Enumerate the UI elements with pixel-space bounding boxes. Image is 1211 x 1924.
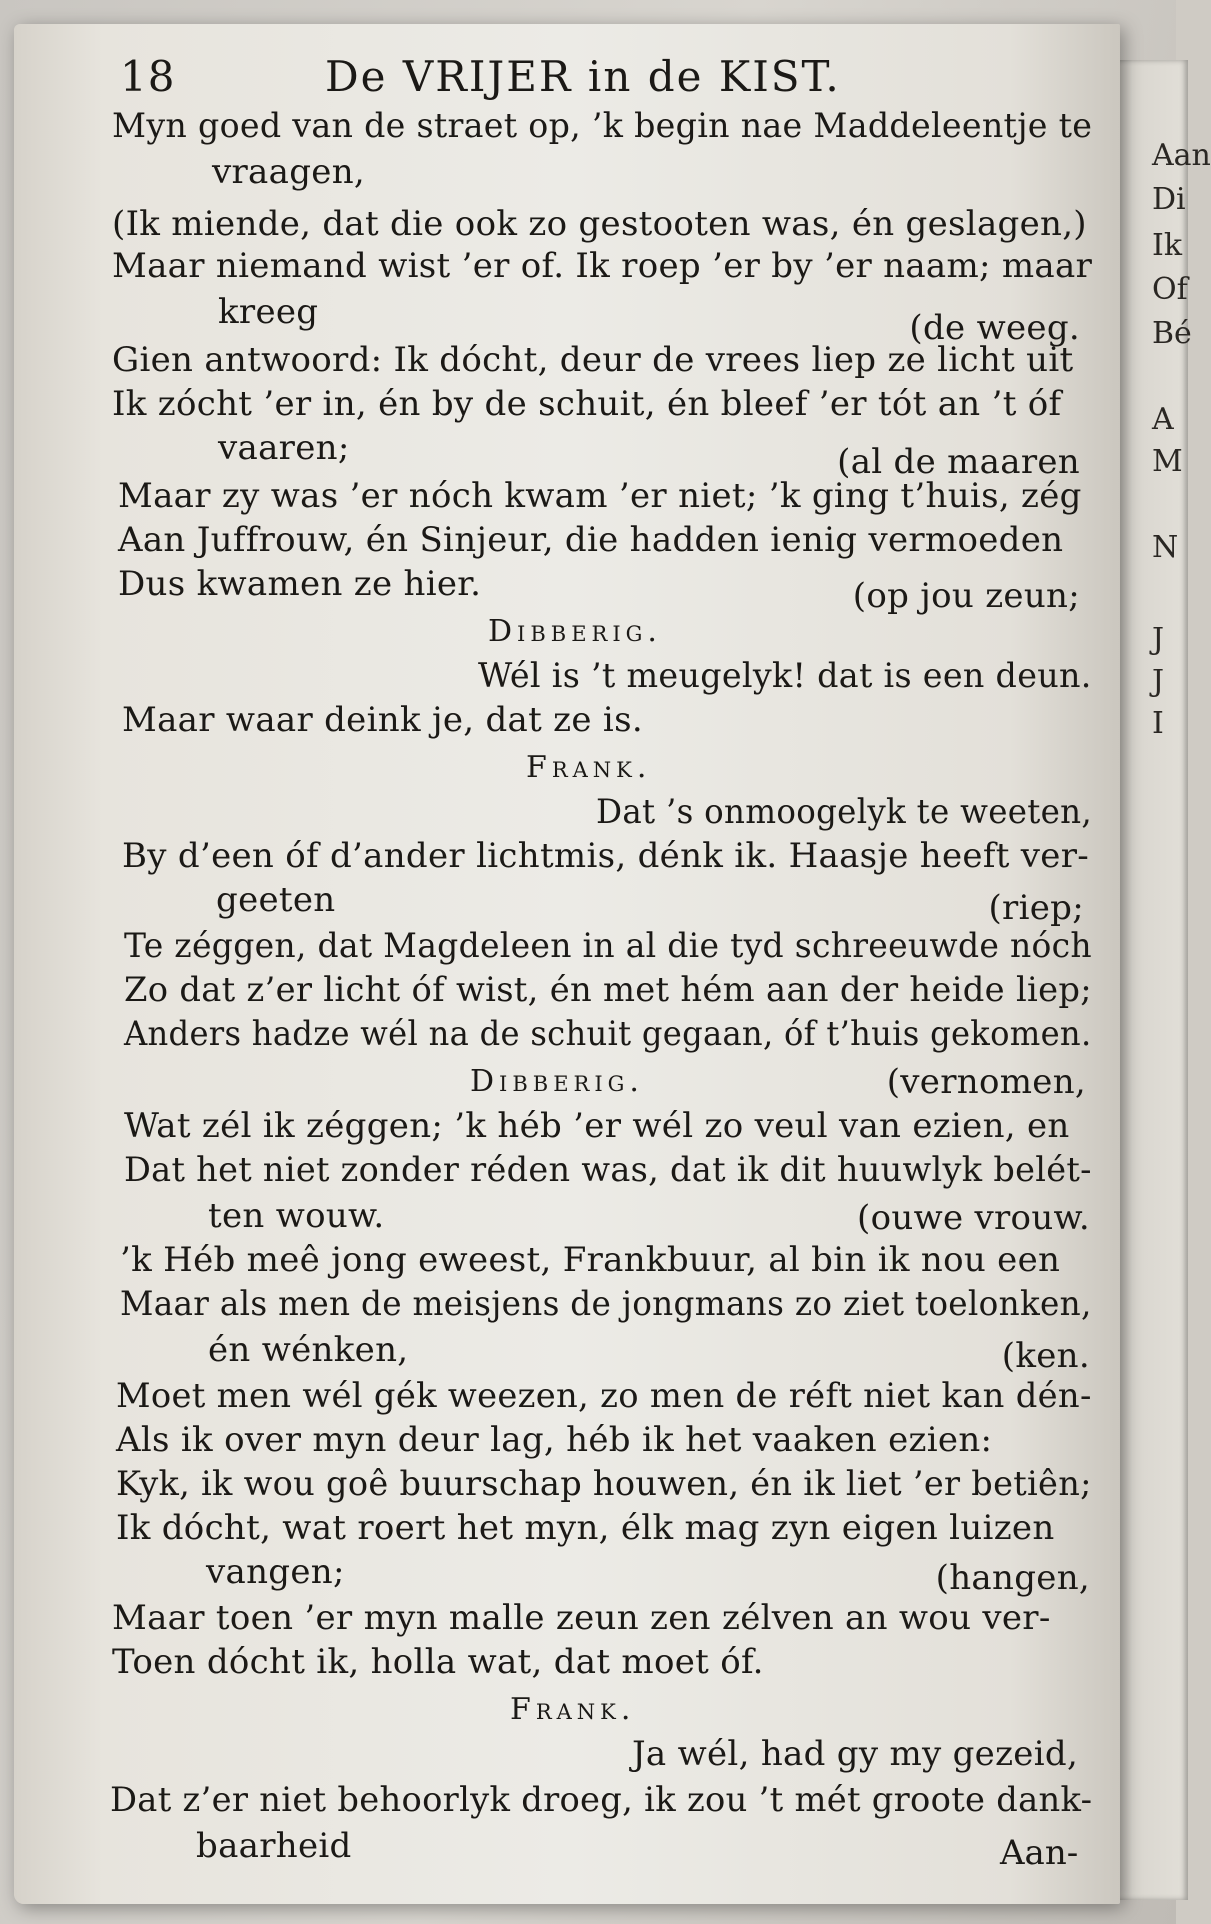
facing-page-fragment: Aan [1152, 138, 1211, 173]
text-line: Maar zy was ’er nóch kwam ’er niet; ’k ging t’huis, zég [118, 476, 1082, 516]
text-line: Ik zócht ’er in, én by de schuit, én bleef ’er tót an ’t óf [112, 384, 1062, 424]
text-line: Wél is ’t meugelyk! dat is een deun. [478, 656, 1092, 696]
text-line: Toen dócht ik, holla wat, dat moet óf. [112, 1642, 764, 1682]
text-line: Moet men wél gék weezen, zo men de réft niet kan dén- [116, 1376, 1092, 1416]
text-line: Dat ’s onmoogelyk te weeten, [596, 792, 1092, 832]
text-line: vaaren; [218, 428, 350, 468]
catchword: Aan- [1000, 1833, 1079, 1873]
text-line-turnover: (ouwe vrouw. [857, 1198, 1090, 1238]
text-line: Dus kwamen ze hier. [118, 564, 482, 604]
speaker-name: Frank. [510, 1692, 636, 1727]
text-line: Dat het niet zonder réden was, dat ik dit huuwlyk belét- [124, 1150, 1092, 1190]
facing-page-fragment: Of [1152, 272, 1188, 307]
text-line: Aan Juffrouw, én Sinjeur, die hadden ienig vermoeden [118, 520, 1064, 560]
text-line: Als ik over myn deur lag, héb ik het vaaken ezien: [116, 1420, 993, 1460]
text-line: én wénken, [208, 1330, 409, 1370]
text-line: Kyk, ik wou goê buurschap houwen, én ik liet ’er betiên; [116, 1464, 1092, 1504]
text-line: Anders hadze wél na de schuit gegaan, óf t’huis gekomen. [124, 1014, 1092, 1054]
speaker-name: Dibberig. [470, 1064, 644, 1099]
facing-page-fragment: N [1152, 530, 1179, 565]
text-line: Myn goed van de straet op, ’k begin nae Maddeleentje te [112, 106, 1093, 146]
page-number: 18 [120, 52, 176, 101]
text-line: vangen; [206, 1552, 345, 1592]
text-line: Gien antwoord: Ik dócht, deur de vrees liep ze licht uit [112, 340, 1074, 380]
text-line: Dat z’er niet behoorlyk droeg, ik zou ’t mét groote dank- [110, 1780, 1093, 1820]
text-line: (Ik miende, dat die ook zo gestooten was, én geslagen,) [112, 204, 1087, 244]
text-line-turnover: (vernomen, [886, 1062, 1086, 1102]
text-line-turnover: (hangen, [935, 1558, 1090, 1598]
facing-page-fragment: Bé [1152, 316, 1192, 351]
text-line: vraagen, [212, 152, 365, 192]
text-line: Ik dócht, wat roert het myn, élk mag zyn eigen luizen [116, 1508, 1055, 1548]
facing-page-fragment: J [1152, 664, 1165, 699]
text-line: By d’een óf d’ander lichtmis, dénk ik. Haasje heeft ver- [122, 836, 1090, 876]
text-line-turnover: (ken. [1001, 1336, 1090, 1376]
text-line-turnover: (de weeg. [909, 308, 1080, 348]
text-line: baarheid [196, 1826, 352, 1866]
text-line: Maar waar deink je, dat ze is. [122, 700, 643, 740]
text-line-turnover: (op jou zeun; [852, 576, 1080, 616]
text-line-turnover: (al de maaren [837, 442, 1080, 482]
facing-page-fragment: Ik [1152, 228, 1183, 263]
text-line: Te zéggen, dat Magdeleen in al die tyd schreeuwde nóch [124, 926, 1092, 966]
text-line: Maar als men de meisjens de jongmans zo ziet toelonken, [120, 1284, 1092, 1324]
facing-page-fragment: A [1152, 402, 1174, 437]
speaker-name: Frank. [526, 750, 652, 785]
text-line: Wat zél ik zéggen; ’k héb ’er wél zo veul van ezien, en [124, 1106, 1070, 1146]
text-line: Maar toen ’er myn malle zeun zen zélven an wou ver- [112, 1598, 1051, 1638]
text-line: Zo dat z’er licht óf wist, én met hém aan der heide liep; [124, 970, 1092, 1010]
text-line: ten wouw. [208, 1196, 385, 1236]
text-line: ’k Héb meê jong eweest, Frankbuur, al bin ik nou een [120, 1240, 1061, 1280]
text-line-turnover: (riep; [988, 888, 1084, 928]
running-title: De VRIJER in de KIST. [325, 52, 841, 101]
facing-page-fragment: Di [1152, 182, 1186, 217]
text-line: Ja wél, had gy my gezeid, [632, 1734, 1079, 1774]
facing-page-fragment: J [1152, 622, 1165, 657]
facing-page-fragment: M [1152, 444, 1183, 479]
running-head [120, 52, 1100, 100]
text-line: Maar niemand wist ’er of. Ik roep ’er by ’er naam; maar [112, 246, 1093, 286]
speaker-name: Dibberig. [488, 614, 662, 649]
text-line: geeten [216, 880, 336, 920]
text-line: kreeg [218, 292, 319, 332]
facing-page-fragment: I [1152, 706, 1164, 741]
